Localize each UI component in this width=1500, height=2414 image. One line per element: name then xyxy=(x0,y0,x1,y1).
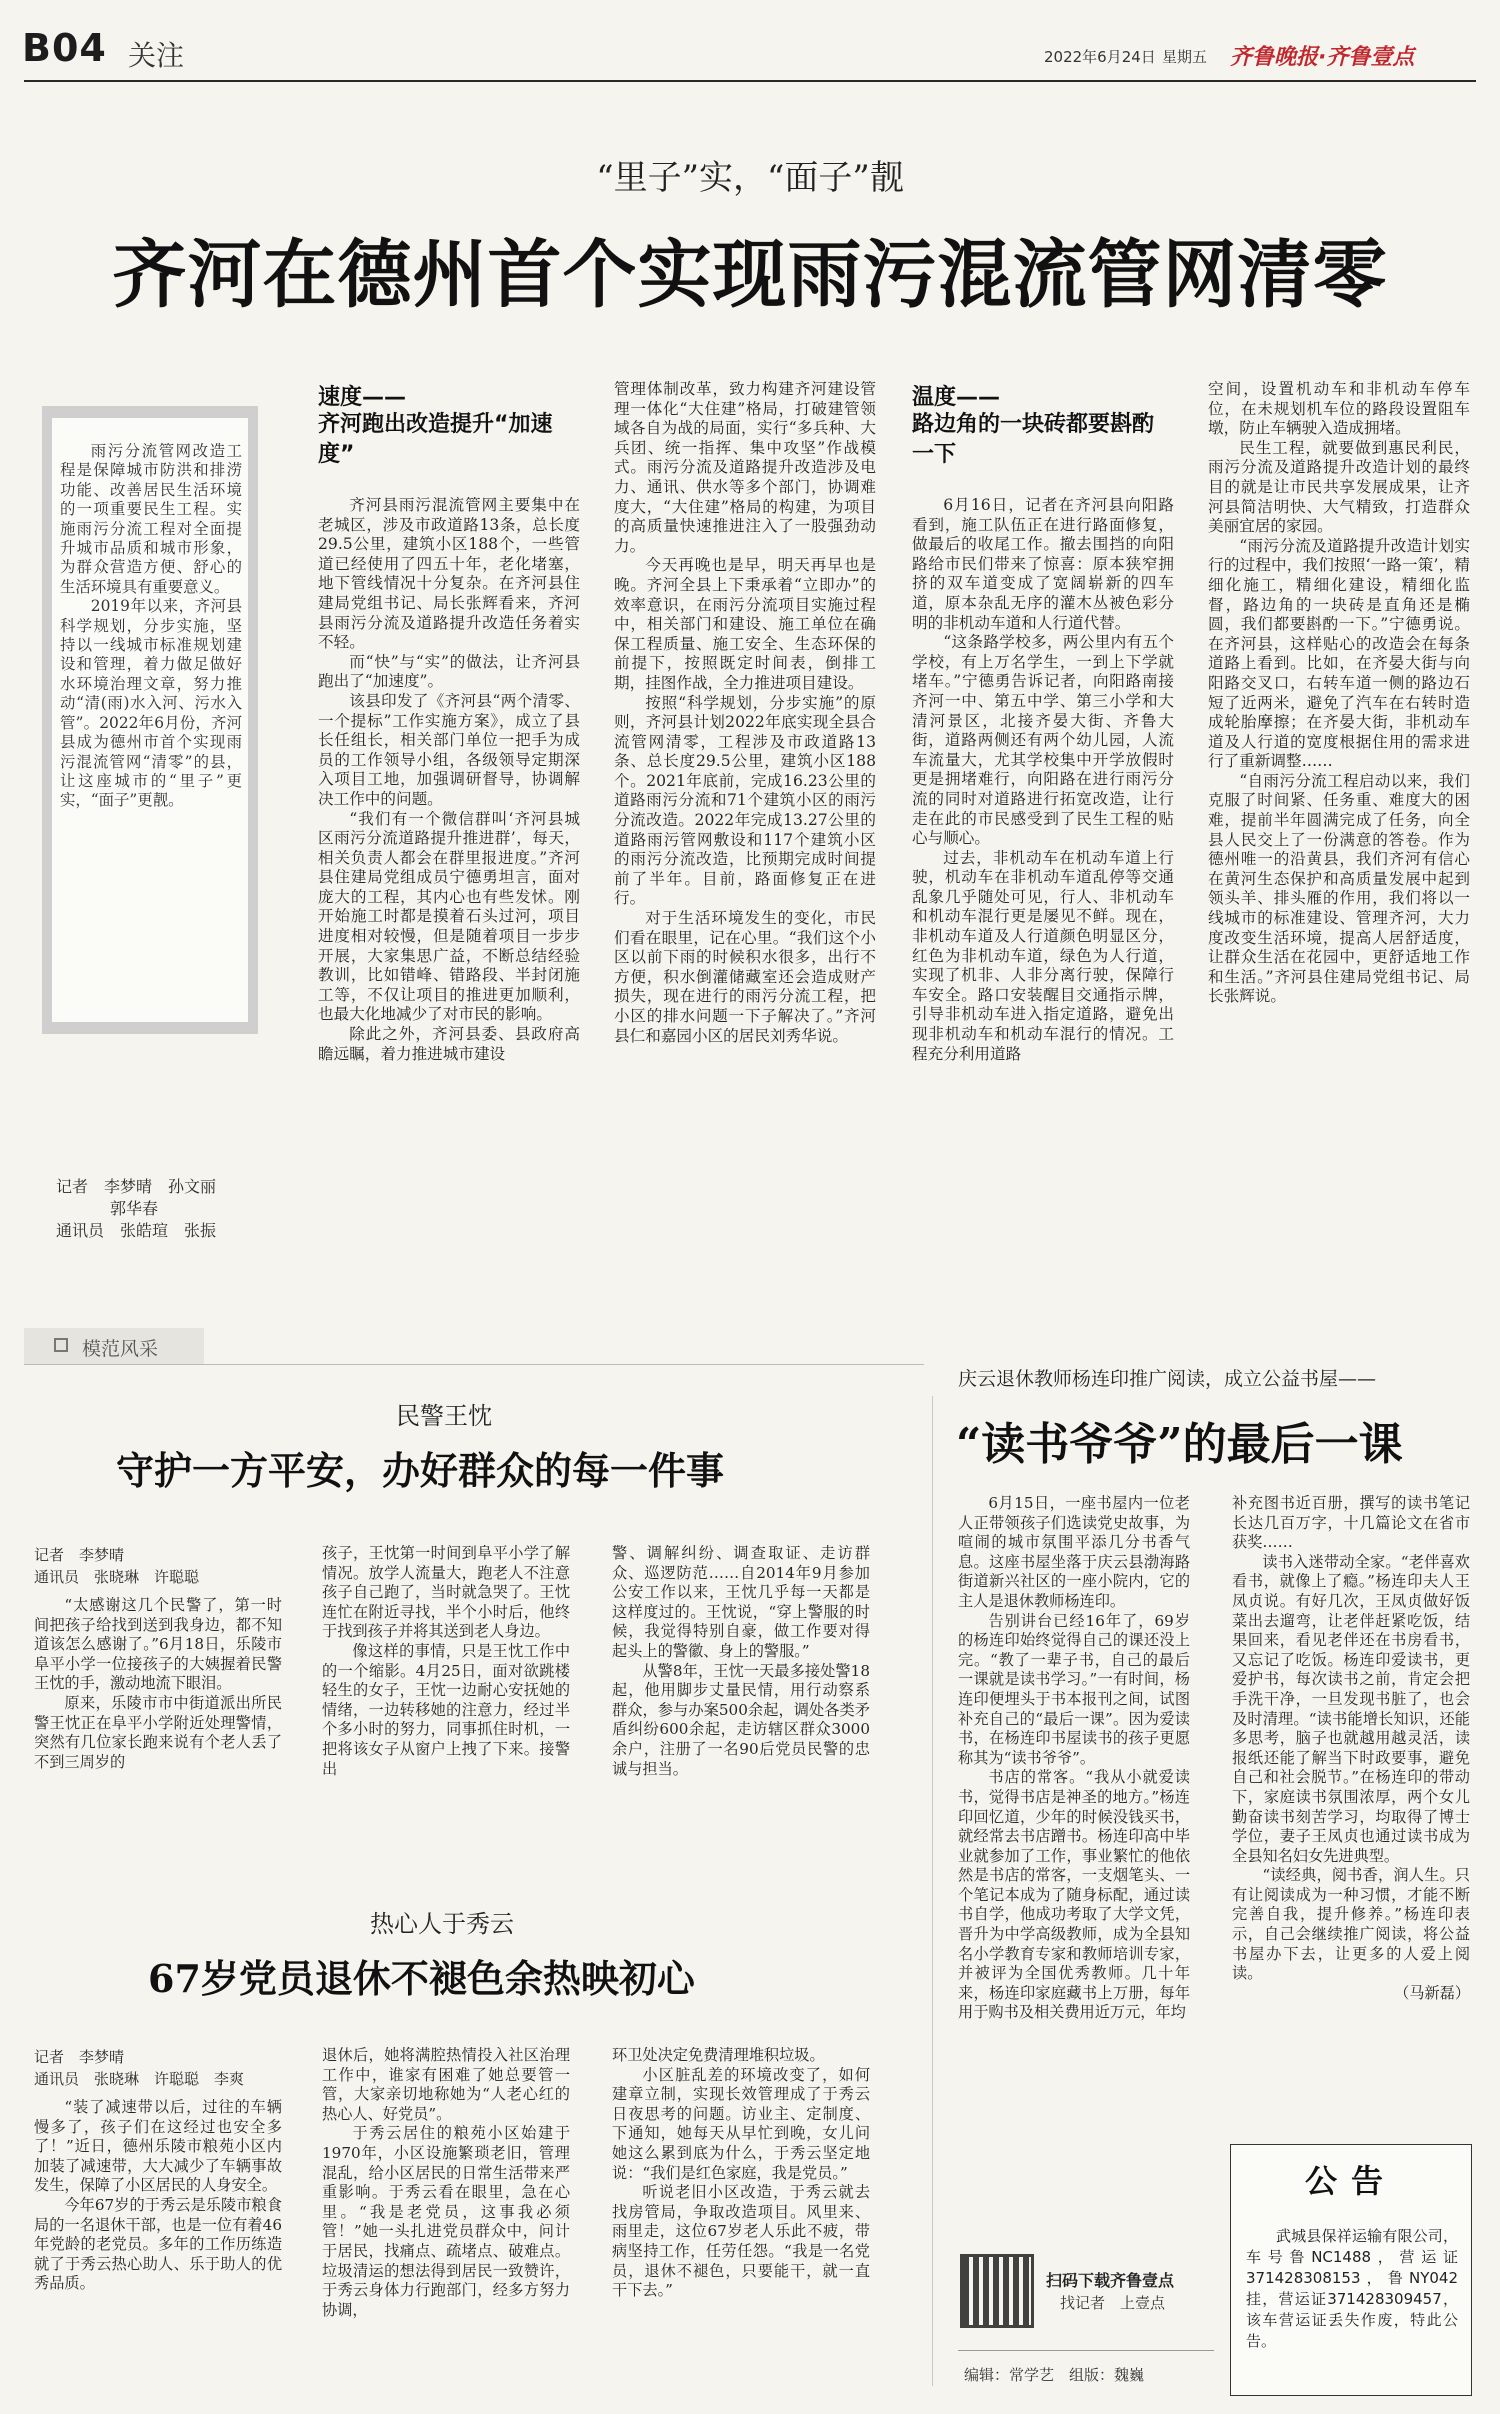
paragraph: 对于生活环境发生的变化，市民们看在眼里，记在心里。“我们这个小区以前下雨的时候积水很多，出行不方便，积水倒灌储藏室还会造成财产损失，现在进行的雨污分流工程，把小区的排水问题一下子解决了。”齐河县仁和嘉园小区的居民刘秀华说。 xyxy=(614,909,876,1045)
credit-line: 通讯员 张皓瑄 张振 xyxy=(56,1221,217,1240)
column-divider xyxy=(932,1396,933,2386)
section-label: 关注 xyxy=(128,39,185,72)
main-column-1 xyxy=(318,496,580,1064)
lead-paragraph: 雨污分流管网改造工程是保障城市防洪和排涝功能、改善居民生活环境的一项重要民生工程。实施雨污分流工程对全面提升城市品质和城市形象，为群众营造方便、舒心的生活环境具有重要意义。 xyxy=(60,442,242,596)
credit-line: 郭华春 xyxy=(110,1199,159,1218)
band-label: 模范风采 xyxy=(82,1338,159,1360)
brand-logo: 齐鲁晚报·齐鲁壹点 xyxy=(1230,45,1415,70)
main-kicker: “里子”实，“面子”靓 xyxy=(596,158,904,198)
paragraph: “雨污分流及道路提升改造计划实行的过程中，我们按照‘一路一策’，精细化施工，精细化建设，精细化监督，路边角的一块砖是直角还是椭圆，我们都要斟酌一下。”宁德勇说。在齐河县，这样贴心的改造会在每条道路上看到。比如，在齐晏大街与向阳路交叉口，右转车道一侧的路边石短了近两米，避免了汽车在右转时造成轮胎摩擦；在齐晏大街，非机动车道及人行道的宽度根据住用的需求进行了重新调整…… xyxy=(1208,536,1470,771)
paragraph: 读书入迷带动全家。“老伴喜欢看书，就像上了瘾。”杨连印夫人王凤贞说。有好几次，王凤贞做好饭菜出去遛弯，让老伴赶紧吃饭，结果回来，看见老伴还在书房看书，又忘记了吃饭。杨连印爱读书，更爱护书，每次读书之前，肯定会把手洗干净，一旦发现书脏了，也会及时清理。“读书能增长知识，还能多思考，脑子也就越用越灵活，读报纸还能了解当下时政要事，避免自己和社会脱节。”在杨连印的带动下，家庭读书氛围浓厚，两个女儿勤奋读书刻苦学习，均取得了博士学位，妻子王凤贞也通过读书成为全县知名妇女先进典型。 xyxy=(1232,1552,1470,1865)
paragraph: 按照“科学规划，分步实施”的原则，齐河县计划2022年底实现全县合流管网清零，工程涉及市政道路13条、总长度29.5公里，建筑小区188个。2021年底前，完成16.23公里的道路雨污分流和71个建筑小区的雨污分流改造。2022年完成13.27公里的道路雨污管网敷设和117个建筑小区的雨污分流改造，比预期完成时间提前了半年。目前，路面修复正在进行。 xyxy=(614,693,876,908)
qr-code xyxy=(960,2254,1034,2328)
paragraph: 除此之外，齐河县委、县政府高瞻远瞩，着力推进城市建设 xyxy=(318,1025,580,1063)
paragraph: 6月15日，一座书屋内一位老人正带领孩子们选读党史故事，为喧闹的城市氛围平添几分书香气息。这座书屋坐落于庆云县渤海路街道新兴社区的一座小院内，它的主人是退休教师杨连印。 xyxy=(958,1494,1190,1610)
credit-line: 记者 李梦晴 孙文丽 xyxy=(56,1177,217,1196)
main-column-2 xyxy=(614,380,876,1046)
paragraph: “读经典，阅书香，润人生。只有让阅读成为一种习惯，才能不断完善自我，提升修养。”杨连印表示，自己会继续推广阅读，将公益书屋办下去，让更多的人爱上阅读。 xyxy=(1232,1866,1470,1983)
section-title-speed: 速度—— xyxy=(318,385,407,410)
paragraph: 从警8年，王忱一天最多接处警18起，他用脚步丈量民情，用行动察系群众，参与办案500余起，调处各类矛盾纠纷600余起，走访辖区群众3000余户，注册了一名90后党员民警的忠诚与担当。 xyxy=(612,1661,870,1778)
app-subtext: 找记者 上壹点 xyxy=(1060,2294,1166,2312)
paragraph: 今天再晚也是早，明天再早也是晚。齐河全县上下秉承着“立即办”的效率意识，在雨污分流项目实施过程中，相关部门和建设、施工单位在确保工程质量、施工安全、生态环保的前提下，按照既定时间表，倒排工期，挂图作战，全力推进项目建设。 xyxy=(614,556,876,692)
story3-kicker: 热心人于秀云 xyxy=(370,1910,514,1938)
lead-text xyxy=(60,442,242,811)
story2-kicker: 民警王忱 xyxy=(396,1402,492,1430)
main-credits xyxy=(56,1176,276,1242)
page-code: B04 xyxy=(22,26,107,70)
paragraph: 小区脏乱差的环境改变了，如何建章立制，实现长效管理成了于秀云日夜思考的问题。访业主、定制度、下通知，她每天从早忙到晚，女儿问她这么累到底为什么，于秀云坚定地说：“我们是红色家庭，我是党员。” xyxy=(612,2065,870,2182)
section-subtitle-speed: 齐河跑出改造提升“加速度” xyxy=(318,412,553,467)
credit-line: 记者 李梦晴 xyxy=(34,2048,125,2066)
story4-column-2 xyxy=(1232,1494,1470,2003)
paragraph: 空间，设置机动车和非机动车停车位，在未规划机车位的路段设置阻车墩，防止车辆驶入造成拥堵。 xyxy=(1208,380,1470,438)
paragraph: 而“快”与“实”的做法，让齐河县跑出了“加速度”。 xyxy=(318,652,580,691)
credit-line: 通讯员 张晓琳 许聪聪 李爽 xyxy=(34,2070,245,2088)
editor-credits: 编辑：常学艺 组版：魏巍 xyxy=(964,2366,1145,2384)
issue-date: 2022年6月24日 xyxy=(1044,48,1156,66)
story4-column-1 xyxy=(958,1494,1190,2023)
paragraph: “装了减速带以后，过往的车辆慢多了，孩子们在这经过也安全多了！”近日，德州乐陵市粮苑小区内加装了减速带，大大减少了车辆事故发生，保障了小区居民的人身安全。 xyxy=(34,2098,282,2195)
paragraph: 退休后，她将满腔热情投入社区治理工作中，谁家有困难了她总要管一管，大家亲切地称她为“人老心红的热心人、好党员”。 xyxy=(322,2046,570,2123)
story2-column-3 xyxy=(612,1544,870,1779)
app-download-text: 扫码下载齐鲁壹点 xyxy=(1046,2271,1175,2290)
main-column-3 xyxy=(912,496,1174,1064)
story2-headline: 守护一方平安，办好群众的每一件事 xyxy=(116,1448,725,1493)
story3-column-1 xyxy=(34,2098,282,2294)
paragraph: 孩子，王忱第一时间到阜平小学了解情况。放学人流量大，跑老人不注意孩子自己跑了，当时就急哭了。王忱连忙在附近寻找，半个小时后，他终于找到孩子并将其送到老人身边。 xyxy=(322,1544,570,1641)
paragraph: 管理体制改革，致力构建齐河建设管理一体化“大住建”格局，打破建管领域各自为战的局面，实行“多兵种、大兵团、统一指挥、集中攻坚”作战模式。雨污分流及道路提升改造涉及电力、通讯、供水等多个部门，协调难度大，“大住建”格局的构建，为项目的高质量快速推进注入了一股强劲动力。 xyxy=(614,380,876,555)
main-headline: 齐河在德州首个实现雨污混流管网清零 xyxy=(112,232,1388,318)
paragraph: 像这样的事情，只是王忱工作中的一个缩影。4月25日，面对欲跳楼轻生的女子，王忱一边耐心安抚她的情绪，一边转移她的注意力，经过半个多小时的努力，同事抓住时机，一把将该女子从窗户上拽了下来。接警出 xyxy=(322,1641,570,1778)
section-subtitle-warmth: 路边角的一块砖都要斟酌一下 xyxy=(912,412,1155,467)
paragraph: 听说老旧小区改造，于秀云就去找房管局，争取改造项目。风里来、雨里走，这位67岁老人乐此不疲，带病坚持工作，任劳任怨。“我是一名党员，退休不褪色，只要能干，就一直干下去。” xyxy=(612,2183,870,2300)
paragraph: 书店的常客。“我从小就爱读书，觉得书店是神圣的地方。”杨连印回忆道，少年的时候没钱买书，就经常去书店蹭书。杨连印高中毕业就参加了工作，事业繁忙的他依然是书店的常客，一支烟笔头、一个笔记本成为了随身标配，通过读书自学，他成功考取了大学文凭，晋升为中学高级教师，成为全县知名小学教育专家和教师培训专家，并被评为全国优秀教师。几十年来，杨连印家庭藏书上万册，每年用于购书及相关费用近万元，年均 xyxy=(958,1768,1190,2022)
band-icon xyxy=(54,1338,68,1352)
story4-headline: “读书爷爷”的最后一课 xyxy=(956,1419,1403,1470)
footer-rule xyxy=(958,2350,1214,2351)
band-rule xyxy=(24,1364,924,1365)
header-rule xyxy=(24,80,1476,82)
story2-credits xyxy=(34,1544,294,1588)
lead-paragraph: 2019年以来，齐河县科学规划，分步实施，坚持以一线城市标准规划建设和管理，着力做足做好水环境治理文章，努力推动“清(雨)水入河、污水入管”。2022年6月份，齐河县成为德州市首个实现雨污混流管网“清零”的县，让这座城市的“里子”更实，“面子”更靓。 xyxy=(60,597,242,810)
story3-column-3 xyxy=(612,2046,870,2301)
paragraph: 民生工程，就要做到惠民利民，雨污分流及道路提升改造计划的最终目的就是让市民共享发展成果，让齐河县简洁明快、大气精致，打造群众美丽宜居的家园。 xyxy=(1208,438,1470,536)
paragraph: 6月16日，记者在齐河县向阳路看到，施工队伍正在进行路面修复，做最后的收尾工作。撤去围挡的向阳路给市民们带来了惊喜：原本狭窄拥挤的双车道变成了宽阔崭新的四车道，原本杂乱无序的灌木丛被色彩分明的非机动车道和人行道代替。 xyxy=(912,496,1174,632)
story2-column-1 xyxy=(34,1596,282,1772)
paragraph: “太感谢这几个民警了，第一时间把孩子给找到送到我身边，都不知道该怎么感谢了。”6月18日，乐陵市阜平小学一位接孩子的大姨握着民警王忱的手，激动地流下眼泪。 xyxy=(34,1596,282,1693)
notice-body: 武城县保祥运输有限公司，车号鲁NC1488，营运证371428308153，鲁NY042挂，营运证371428309457，该车营运证丢失作废，特此公告。 xyxy=(1246,2227,1458,2350)
paragraph: 告别讲台已经16年了，69岁的杨连印始终觉得自己的课还没上完。“教了一辈子书，自己的最后一课就是读书学习。”一有时间，杨连印便埋头于书本报刊之间，试图补充自己的“最后一课”。因为爱读书，在杨连印书屋读书的孩子更愿称其为“读书爷爷”。 xyxy=(958,1611,1190,1767)
paragraph: “我们有一个微信群叫‘齐河县城区雨污分流道路提升推进群’，每天，相关负责人都会在群里报进度。”齐河县住建局党组成员宁德勇坦言，面对庞大的工程，其内心也有些发怵。刚开始施工时都是摸着石头过河，项目进度相对较慢，但是随着项目一步步开展，大家集思广益，不断总结经验教训，比如错峰、错路段、半封闭施工等，不仅让项目的推进更加顺利，也最大化地减少了对市民的影响。 xyxy=(318,809,580,1024)
paragraph: 该县印发了《齐河县“两个清零、一个提标”工作实施方案》，成立了县长任组长，相关部门单位一把手为成员的工作领导小组，各级领导定期深入项目工地，加强调研督导，协调解决工作中的问题。 xyxy=(318,691,580,808)
credit-line: 记者 李梦晴 xyxy=(34,1546,125,1564)
section-title-warmth: 温度—— xyxy=(912,385,1001,410)
credit-line: 通讯员 张晓琳 许聪聪 xyxy=(34,1568,200,1586)
paragraph: “自雨污分流工程启动以来，我们克服了时间紧、任务重、难度大的困难，提前半年圆满完成了任务，向全县人民交上了一份满意的答卷。作为德州唯一的沿黄县，我们齐河有信心在黄河生态保护和高质量发展中起到领头羊、排头雁的作用，我们将以一线城市的标准建设、管理齐河，大力度改变生活环境，提高人居舒适度，让群众生活在花园中，更舒适地工作和生活。”齐河县住建局党组书记、局长张辉说。 xyxy=(1208,771,1470,1006)
story4-kicker: 庆云退休教师杨连印推广阅读，成立公益书屋—— xyxy=(958,1368,1377,1390)
paragraph: 齐河县雨污混流管网主要集中在老城区，涉及市政道路13条，总长度29.5公里，建筑小区188个，一些管道已经使用了四五十年，老化堵塞，地下管线情况十分复杂。在齐河县住建局党组书记、局长张辉看来，齐河县雨污分流及道路提升改造任务着实不轻。 xyxy=(318,496,580,652)
story2-column-2 xyxy=(322,1544,570,1779)
paragraph: 原来，乐陵市市中街道派出所民警王忱正在阜平小学附近处理警情，突然有几位家长跑来说有个老人丢了不到三周岁的 xyxy=(34,1693,282,1771)
paragraph: “这条路学校多，两公里内有五个学校，有上万名学生，一到上下学就堵车。”宁德勇告诉记者，向阳路南接齐河一中、第五中学、第三小学和大清河景区，北接齐晏大街、齐鲁大街，道路两侧还有两个幼儿园，人流车流量大，尤其学校集中开学放假时更是拥堵难行，向阳路在进行雨污分流的同时对道路进行拓宽改造，让行走在此的市民感受到了民生工程的贴心与顺心。 xyxy=(912,633,1174,848)
story4-byline: （马新磊） xyxy=(1394,1983,1470,2002)
story3-column-2 xyxy=(322,2046,570,2320)
story3-credits xyxy=(34,2046,304,2090)
paragraph: 警、调解纠纷、调查取证、走访群众、巡逻防范……自2014年9月参加公安工作以来，王忱几乎每一天都是这样度过的。王忱说，“穿上警服的时候，我觉得特别自豪，做工作要对得起头上的警徽、身上的警服。” xyxy=(612,1544,870,1660)
paragraph: 今年67岁的于秀云是乐陵市粮食局的一名退休干部，也是一位有着46年党龄的老党员。多年的工作历练造就了于秀云热心助人、乐于助人的优秀品质。 xyxy=(34,2195,282,2293)
paragraph: 于秀云居住的粮苑小区始建于1970年，小区设施繁琐老旧，管理混乱，给小区居民的日常生活带来严重影响。于秀云看在眼里，急在心里。“我是老党员，这事我必须管！”她一头扎进党员群众中，问计于居民，找痛点、疏堵点、破难点。垃圾清运的想法得到居民一致赞许，于秀云身体力行跑部门，经多方努力协调， xyxy=(322,2124,570,2319)
story3-headline: 67岁党员退休不褪色余热映初心 xyxy=(148,1956,695,2001)
paragraph: 环卫处决定免费清理堆积垃圾。 xyxy=(612,2046,825,2064)
issue-weekday: 星期五 xyxy=(1162,48,1208,66)
notice-title: 公告 xyxy=(1304,2162,1397,2200)
paragraph: 过去，非机动车在机动车道上行驶，机动车在非机动车道乱停等交通乱象几乎随处可见，行人、非机动车和机动车混行更是屡见不鲜。现在，非机动车道及人行道颜色明显区分，红色为非机动车道，绿色为人行道，实现了机非、人非分离行驶，保障行车安全。路口安装醒目交通指示牌，引导非机动车进入指定道路，避免出现非机动车和机动车混行的情况。工程充分利用道路 xyxy=(912,848,1174,1063)
paragraph: 补充图书近百册，撰写的读书笔记长达几百万字，十几篇论文在省市获奖…… xyxy=(1232,1494,1470,1552)
main-column-4 xyxy=(1208,380,1470,1007)
